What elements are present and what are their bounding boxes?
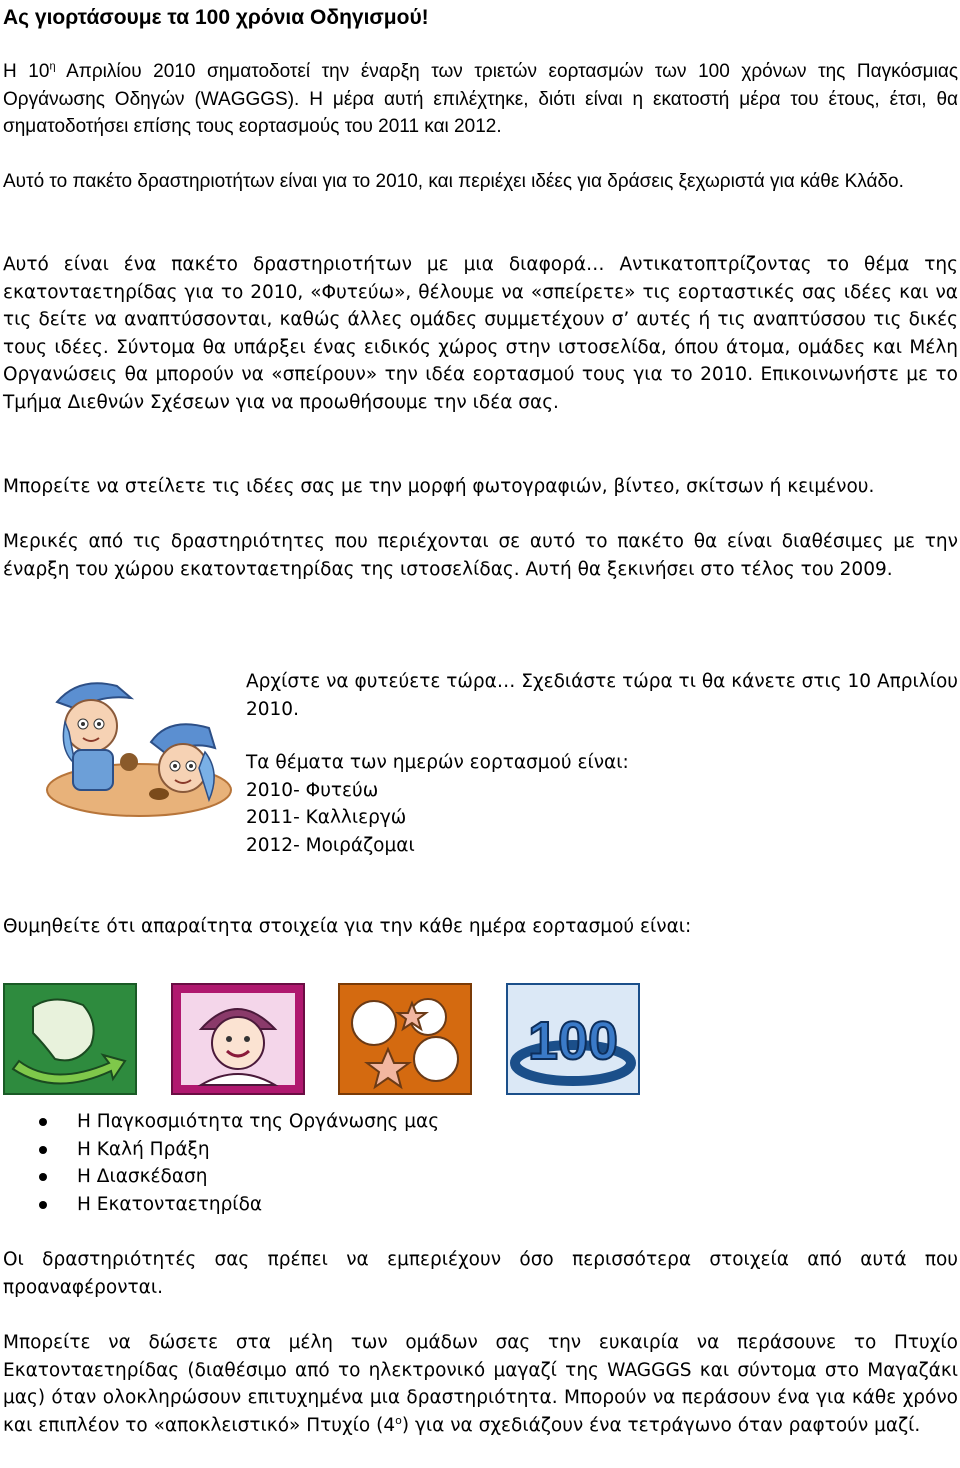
badge-100-label: 100 (527, 1011, 619, 1071)
theme-item: 2011- Καλλιεργώ (246, 807, 407, 828)
bullet-icon (39, 1173, 47, 1181)
list-item (3, 1136, 439, 1164)
start-planting-block (246, 668, 958, 723)
globe-arrow-icon (3, 983, 137, 1095)
list-item (3, 1191, 439, 1219)
remember-paragraph: Θυμηθείτε ότι απαραίτητα στοιχεία για την κάθε ημέρα εορτασμού είναι: (3, 916, 692, 937)
difference-paragraph: Αυτό είναι ένα πακέτο δραστηριοτήτων με μια διαφορά… Αντικατοπτρίζοντας το θέμα της εκατονταετηρίδας για το 2010, «Φυτεύω», θέλουμε να «σπείρετε» τις εορταστικές σας ιδέες και να τις δείτε να αναπτύσσονται, καθώς άλλες ομάδες συμμετέχουν σ’ αυτές ή τις αναπτύσσου τις δικές τους ιδέες. Σύντομα θα υπάρξει ένας ειδικός χώρος στην ιστοσελίδα, όπου άτομα, ομάδες και Μέλη Οργανώσεις θα μπορούν να «σπείρουν» την ιδέα εορτασμού τους για το 2010. Επικοινωνήστε με το Τμήμα Διεθνών Σχέσεων για να προωθήσουμε την ιδέα σας. (3, 254, 958, 413)
intro-superscript: η (49, 60, 56, 73)
list-item-text: Η Διασκέδαση (77, 1166, 208, 1187)
centenary-badge-paragraph (3, 1329, 958, 1439)
intro-text-rest: Απριλίου 2010 σηματοδοτεί την έναρξη των τριετών εορτασμών των 100 χρόνων της Παγκόσμιας Οργάνωσης Οδηγών (WAGGGS). Η μέρα αυτή επιλέχτηκε, διότι είναι η εκατοστή μέρα του έτους, έτσι, θα σηματοδοτήσει επίσης τους εορτασμούς του 2011 και 2012. (3, 61, 958, 137)
stars-balloons-icon (338, 983, 472, 1095)
page-title: Ας γιορτάσουμε τα 100 χρόνια Οδηγισμού! (3, 6, 429, 29)
website-paragraph: Μερικές από τις δραστηριότητες που περιέχονται σε αυτό το πακέτο θα είναι διαθέσιμες με την έναρξη του χώρου εκατονταετηρίδας της ιστοσελίδας. Αυτή θα ξεκινήσει στο τέλος του 2009. (3, 531, 958, 580)
intro-paragraph (3, 58, 958, 141)
theme-item: 2012- Μοιράζομαι (246, 834, 415, 856)
guides-planting-illustration (39, 672, 235, 822)
pack-paragraph: Αυτό το πακέτο δραστηριοτήτων είναι για το 2010, και περιέχει ιδέες για δράσεις ξεχωριστά για κάθε Κλάδο. (3, 171, 904, 192)
list-item-text: Η Εκατονταετηρίδα (77, 1193, 263, 1215)
list-item-text: Η Παγκοσμιότητα της Οργάνωσης μας (77, 1111, 440, 1132)
bullet-icon (39, 1146, 47, 1154)
smiling-face-icon (171, 983, 305, 1095)
list-item (3, 1163, 439, 1191)
send-ideas-paragraph: Μπορείτε να στείλετε τις ιδέες σας με την μορφή φωτογραφιών, βίντεο, σκίτσων ή κειμένου. (3, 476, 875, 497)
include-paragraph: Οι δραστηριότητές σας πρέπει να εμπεριέχουν όσο περισσότερα στοιχεία από αυτά που προαναφέρονται. (3, 1249, 958, 1298)
bullet-icon (39, 1201, 47, 1209)
theme-item: 2010- Φυτεύω (246, 779, 379, 801)
intro-text-start: Η 10 (3, 61, 50, 82)
themes-list (246, 749, 629, 859)
badge-paragraph-start: Μπορείτε να δώσετε στα μέλη των ομάδων σας την ευκαιρία να περάσουνε το Πτυχίο Εκατονταετηρίδας (διαθέσιμο από το ηλεκτρονικό μαγαζί της WAGGGS και σύντομα στο Μαγαζάκι μας) όταν ολοκληρώσουν επιτυχημένα μια δραστηριότητα. Μπορούν να περάσουν ένα για κάθε χρόνο και επιπλέον το «αποκλειστικό» Πτυχίο (4 (3, 1332, 958, 1436)
list-item (3, 1108, 439, 1136)
number-100-icon (506, 983, 640, 1095)
bullet-icon (39, 1118, 47, 1126)
badge-paragraph-rest: ) για να σχεδιάζουν ένα τετράγωνο όταν ραφτούν μαζί. (401, 1414, 921, 1436)
list-item-text: Η Καλή Πράξη (77, 1138, 210, 1160)
start-planting-text: Αρχίστε να φυτεύετε τώρα… Σχεδιάστε τώρα τι θα κάνετε στις 10 Απριλίου 2010. (246, 671, 958, 720)
badge-paragraph-superscript: ο (395, 1413, 402, 1427)
themes-heading: Τα θέματα των ημερών εορτασμού είναι: (246, 752, 629, 773)
elements-list (3, 1108, 439, 1218)
